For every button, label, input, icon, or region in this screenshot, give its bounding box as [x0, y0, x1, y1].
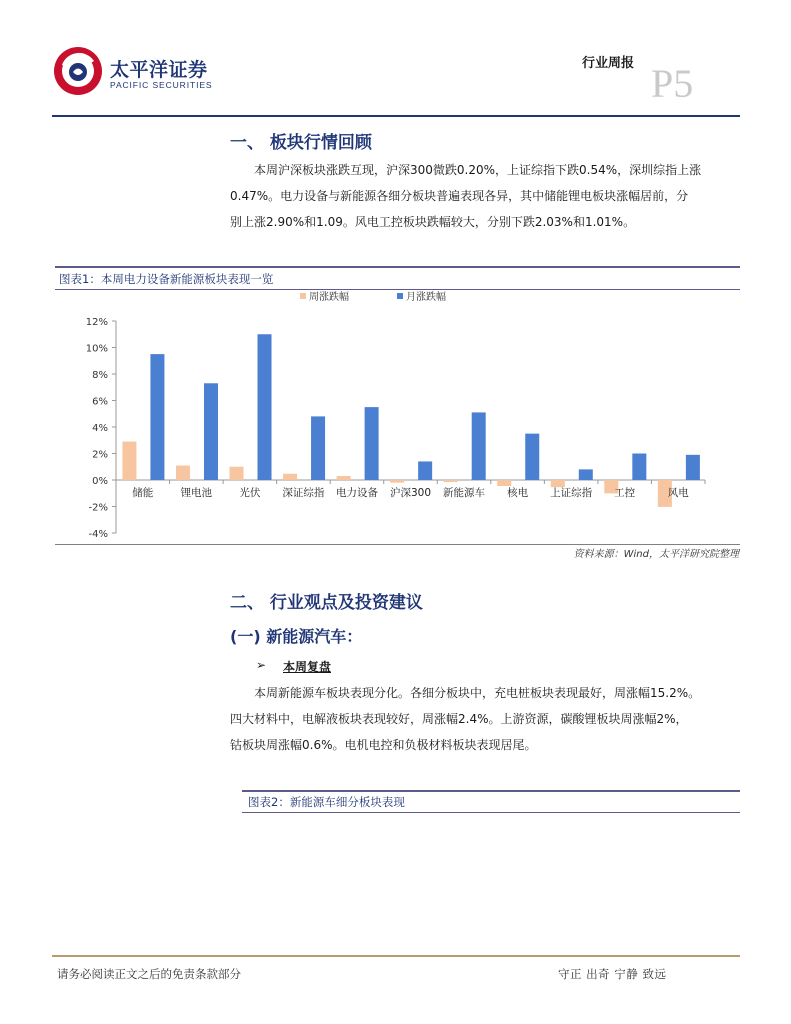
legend-label: 月涨跌幅 — [406, 292, 446, 303]
bar-monthly — [311, 416, 325, 480]
figure2-caption: 图表2：新能源车细分板块表现 — [248, 795, 405, 809]
bar-monthly — [365, 407, 379, 480]
y-tick-label: 0% — [92, 476, 108, 487]
company-logo-icon — [52, 45, 104, 97]
bar-monthly — [418, 461, 432, 480]
x-category-label: 核电 — [507, 487, 529, 499]
bar-weekly — [444, 480, 458, 482]
bar-monthly — [525, 434, 539, 480]
bar-monthly — [472, 412, 486, 480]
bar-monthly — [686, 455, 700, 480]
section2-line: 本周新能源车板块表现分化。各细分板块中，充电桩板块表现最好，周涨幅15.2%。 — [254, 686, 701, 700]
y-tick-label: 12% — [85, 317, 108, 328]
bullet-title: 本周复盘 — [283, 660, 332, 674]
bar-monthly — [579, 469, 593, 480]
section2-heading: 二、 行业观点及投资建议 — [230, 593, 423, 613]
bar-monthly — [632, 454, 646, 481]
x-category-label: 工控 — [614, 487, 636, 499]
x-category-label: 上证综指 — [550, 487, 593, 499]
section2-subheading: (一) 新能源汽车： — [230, 627, 363, 646]
legend-swatch — [397, 293, 403, 299]
x-category-label: 储能 — [132, 487, 154, 499]
section1-paragraph — [230, 157, 740, 235]
bar-weekly — [337, 476, 351, 480]
bar-monthly — [204, 383, 218, 480]
x-category-label: 沪深300 — [389, 487, 432, 499]
logo-cn-text: 太平洋证券 — [110, 59, 208, 81]
bullet-marker: ➢ — [256, 658, 267, 672]
section1-line: 别上涨2.90%和1.09。风电工控板块跌幅较大，分别下跌2.03%和1.01%。 — [230, 215, 636, 229]
figure1-caption: 图表1：本周电力设备新能源板块表现一览 — [59, 272, 274, 286]
legend-label: 周涨跌幅 — [309, 292, 349, 303]
page-number: P5 — [651, 61, 694, 106]
x-category-label: 光伏 — [239, 487, 261, 499]
y-tick-label: 2% — [92, 449, 108, 461]
footer-motto: 守正 出奇 宁静 致远 — [558, 967, 667, 981]
section1-line: 本周沪深板块涨跌互现，沪深300微跌0.20%，上证综指下跌0.54%，深圳综指上涨 — [254, 163, 702, 177]
bar-weekly — [176, 466, 190, 480]
bar-weekly — [497, 480, 511, 486]
y-tick-label: -2% — [88, 502, 108, 514]
footer-disclaimer: 请务必阅读正文之后的免责条款部分 — [57, 967, 241, 981]
y-tick-label: 6% — [92, 396, 108, 408]
section1-heading: 一、 板块行情回顾 — [230, 133, 372, 153]
x-category-label: 电力设备 — [335, 487, 378, 499]
bar-monthly — [150, 354, 164, 480]
x-category-label: 风电 — [667, 487, 689, 499]
figure1-source: 资料来源：Wind，太平洋研究院整理 — [573, 549, 739, 560]
section1-line: 0.47%。电力设备与新能源各细分板块普遍表现各异，其中储能锂电板块涨幅居前，分 — [230, 189, 689, 203]
bar-monthly — [258, 334, 272, 480]
header-divider — [52, 115, 740, 117]
y-tick-label: 4% — [92, 423, 108, 434]
x-category-label: 锂电池 — [180, 487, 213, 499]
section2-paragraph — [230, 680, 740, 758]
y-tick-label: 8% — [92, 370, 108, 381]
bar-weekly — [390, 480, 404, 483]
logo-en-text: PACIFIC SECURITIES — [110, 80, 213, 90]
y-tick-label: 10% — [85, 343, 108, 355]
y-tick-label: -4% — [88, 529, 108, 540]
x-category-label: 深证综指 — [282, 487, 325, 499]
legend-swatch — [300, 293, 306, 299]
section2-line: 四大材料中，电解液板块表现较好，周涨幅2.4%。上游资源，碳酸锂板块周涨幅2%， — [230, 712, 688, 726]
report-type: 行业周报 — [582, 56, 635, 71]
footer-divider — [52, 955, 740, 957]
bar-weekly — [122, 442, 136, 480]
section2-line: 钴板块周涨幅0.6%。电机电控和负极材料板块表现居尾。 — [230, 738, 537, 752]
figure1-bar-chart — [55, 288, 740, 544]
bar-weekly — [283, 474, 297, 480]
x-category-label: 新能源车 — [443, 487, 486, 499]
bar-weekly — [230, 467, 244, 480]
